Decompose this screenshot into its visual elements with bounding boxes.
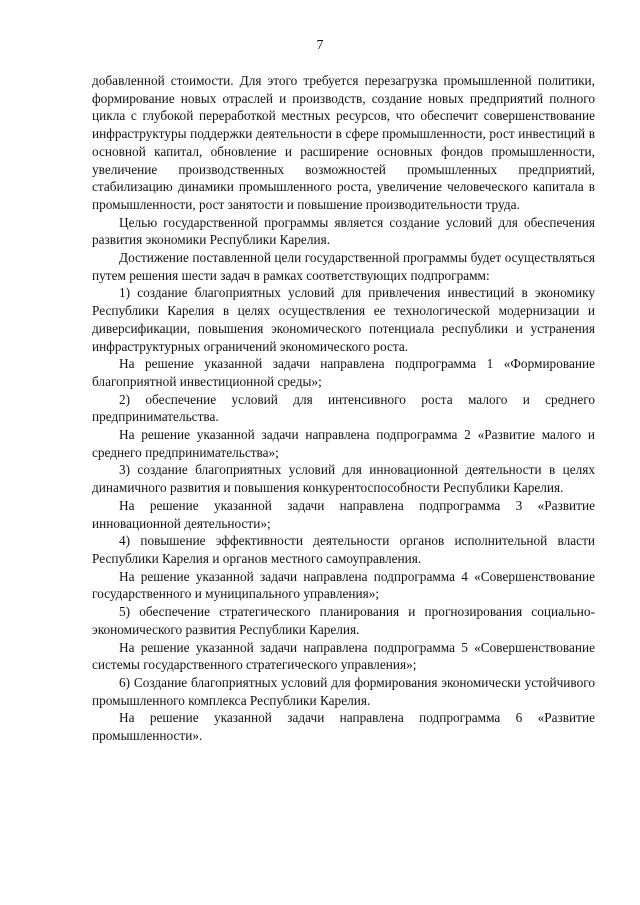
subprogram-2-note: На решение указанной задачи направлена подпрограмма 2 «Развитие малого и среднего предпринимательства»; xyxy=(92,427,595,460)
task-5: 5) обеспечение стратегического планирования и прогнозирования социально-экономического развития Республики Карелия. xyxy=(92,604,595,637)
subprogram-5-note: На решение указанной задачи направлена подпрограмма 5 «Совершенствование системы государственного стратегического управления»; xyxy=(92,639,595,673)
task-1: 1) создание благоприятных условий для привлечения инвестиций в экономику Республики Карелия в целях осуществления ее технологической модернизации и диверсификации, повышения экономического потенциала республики и устранения инфраструктурных ограничений экономического роста. xyxy=(92,285,595,354)
task-2: 2) обеспечение условий для интенсивного роста малого и среднего предпринимательства. xyxy=(92,391,595,425)
subprogram-6-note: На решение указанной задачи направлена подпрограмма 6 «Развитие промышленности». xyxy=(92,710,595,744)
paragraph-continuation: добавленной стоимости. Для этого требуется перезагрузка промышленной политики, формирование новых отраслей и производств, создание новых предприятий полного цикла с глубокой переработкой местных ресурсов, что обеспечит совершенствование инфраструктуры поддержки деятельности в сфере промышленности, рост инвестиций в основной капитал, обновление и расширение основных фондов промышленности, увеличение производственных возможностей промышленных предприятий, стабилизацию динамики промышленного роста, увеличение человеческого капитала в промышленности, рост занятости и повышение производительности труда. xyxy=(92,73,595,212)
document-body xyxy=(92,72,595,745)
paragraph-tasks-intro: Достижение поставленной цели государственной программы будет осуществляться путем решения шести задач в рамках соответствующих подпрограмм: xyxy=(92,250,595,283)
subprogram-3-note: На решение указанной задачи направлена подпрограмма 3 «Развитие инновационной деятельности»; xyxy=(92,497,595,531)
subprogram-4-note: На решение указанной задачи направлена подпрограмма 4 «Совершенствование государственного и муниципального управления»; xyxy=(92,568,595,602)
page-number: 7 xyxy=(316,38,324,53)
task-6: 6) Создание благоприятных условий для формирования экономически устойчивого промышленного комплекса Республики Карелия. xyxy=(92,674,595,708)
subprogram-1-note: На решение указанной задачи направлена подпрограмма 1 «Формирование благоприятной инвестиционной среды»; xyxy=(92,356,595,389)
paragraph-goal: Целью государственной программы является создание условий для обеспечения развития экономики Республики Карелия. xyxy=(92,214,595,248)
task-3: 3) создание благоприятных условий для инновационной деятельности в целях динамичного развития и повышения конкурентоспособности Республики Карелия. xyxy=(92,462,595,496)
task-4: 4) повышение эффективности деятельности органов исполнительной власти Республики Карелия и органов местного самоуправления. xyxy=(92,533,595,566)
